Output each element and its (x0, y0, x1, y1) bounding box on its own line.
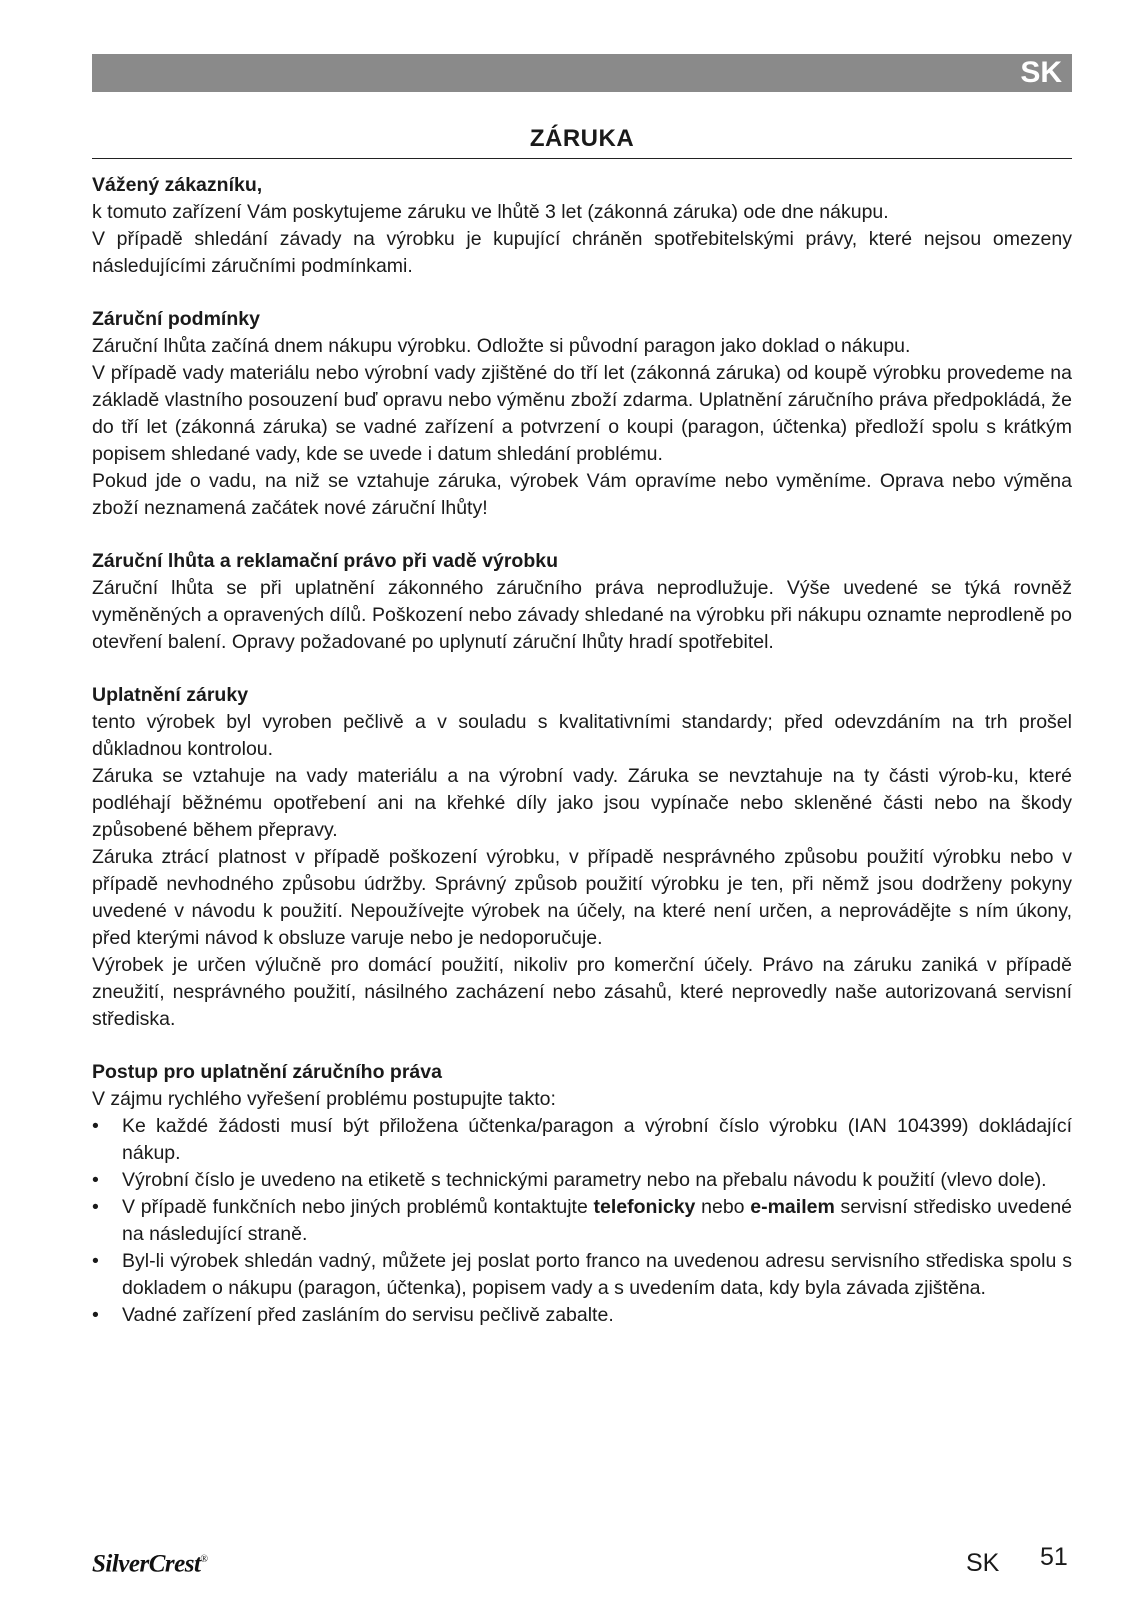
list-item (92, 1167, 1072, 1194)
list-item-text-after: servisní středisko uvedené na následující straně. (122, 1196, 1073, 1245)
registered-mark: ® (200, 1554, 208, 1565)
footer-language: SK (966, 1549, 1000, 1577)
conditions-paragraph-1: Záruční lhůta začíná dnem nákupu výrobku. Odložte si původní paragon jako doklad o nákupu. (92, 335, 911, 357)
procedure-list (92, 1113, 1072, 1329)
salutation: Vážený zákazníku, (92, 174, 263, 196)
list-item (92, 1194, 1072, 1248)
bullet-icon: • (92, 1196, 99, 1218)
claim-paragraph-2: Záruka se vztahuje na vady materiálu a na výrobní vady. Záruka se nevztahuje na ty části výrob-ku, které podléhají běžnému opotřebení ani na křehké díly jako jsou vypínače nebo skleněné části nebo na škody způsobené během přepravy. (92, 765, 1072, 841)
intro-paragraph-2: V případě shledání závady na výrobku je kupující chráněn spotřebitelskými právy, které nejsou omezeny následujícími záručními podmínkami. (92, 228, 1072, 277)
procedure-intro: V zájmu rychlého vyřešení problému postupujte takto: (92, 1088, 556, 1110)
bullet-icon: • (92, 1115, 99, 1137)
language-tag: SK (1020, 56, 1062, 89)
list-item-text: Vadné zařízení před zasláním do servisu pečlivě zabalte. (122, 1304, 614, 1326)
list-item-text: Ke každé žádosti musí být přiložena účtenka/paragon a výrobní číslo výrobku (IAN 104399) dokládající nákup. (122, 1115, 1072, 1164)
intro-paragraph-1: k tomuto zařízení Vám poskytujeme záruku ve lhůtě 3 let (zákonná záruka) ode dne nákupu. (92, 201, 889, 223)
section-heading-claim: Uplatnění záruky (92, 684, 249, 706)
section-heading-procedure: Postup pro uplatnění záručního práva (92, 1061, 442, 1083)
claim-paragraph-4: Výrobek je určen výlučně pro domácí použití, nikoliv pro komerční účely. Právo na záruku zaniká v případě zneužití, nesprávného použití, násilného zacházení nebo zásahů, které neprovedly naše autorizovaná servisní střediska. (92, 954, 1072, 1030)
contact-method-phone: telefonicky (593, 1196, 696, 1218)
bullet-icon: • (92, 1169, 99, 1191)
contact-method-email: e-mailem (750, 1196, 835, 1218)
list-item (92, 1248, 1072, 1302)
list-item-text-before: V případě funkčních nebo jiných problémů kontaktujte (122, 1196, 594, 1218)
list-item-text: Byl-li výrobek shledán vadný, můžete jej poslat porto franco na uvedenou adresu servisního střediska spolu s dokladem o nákupu (paragon, účtenka), popisem vady a s uvedením data, kdy byla závada zjištěna. (122, 1250, 1072, 1299)
title-divider (92, 158, 1072, 159)
period-paragraph-1: Záruční lhůta se při uplatnění zákonného záručního práva neprodlužuje. Výše uvedené se týká rovněž vyměněných a opravených dílů. Poškození nebo závady shledané na výrobku při nákupu oznamte neprodleně po otevření balení. Opravy požadované po uplynutí záruční lhůty hradí spotřebitel. (92, 577, 1072, 653)
conditions-paragraph-2: V případě vady materiálu nebo výrobní vady zjištěné do tří let (zákonná záruka) od koupě výrobku provedeme na základě vlastního posouzení buď opravu nebo výměnu zboží zdarma. Uplatnění záručního práva předpokládá, že do tří let (zákonná záruka) se vadné zařízení a potvrzení o koupi (paragon, účtenka) předloží spolu s krátkým popisem shledané vady, kde se uvede i datum shledání problému. (92, 362, 1072, 465)
section-heading-period: Záruční lhůta a reklamační právo při vadě výrobku (92, 550, 559, 572)
page-number: 51 (1040, 1543, 1068, 1571)
section-heading-conditions: Záruční podmínky (92, 308, 260, 330)
claim-paragraph-3: Záruka ztrácí platnost v případě poškození výrobku, v případě nesprávného způsobu použití výrobku nebo v případě nevhodného způsobu údržby. Správný způsob použití výrobku je ten, při němž jsou dodrženy pokyny uvedené v návodu k použití. Nepoužívejte výrobek na účely, na které není určen, a neprovádějte s ním úkony, před kterými návod k obsluze varuje nebo je nedoporučuje. (92, 846, 1072, 949)
list-item-text-middle: nebo (695, 1196, 751, 1218)
list-item (92, 1302, 1072, 1329)
list-item-text: Výrobní číslo je uvedeno na etiketě s technickými parametry nebo na přebalu návodu k použití (vlevo dole). (122, 1169, 1047, 1191)
list-item (92, 1113, 1072, 1167)
claim-paragraph-1: tento výrobek byl vyroben pečlivě a v souladu s kvalitativními standardy; před odevzdáním na trh prošel důkladnou kontrolou. (92, 711, 1072, 760)
header-bar (92, 54, 1072, 92)
conditions-paragraph-3: Pokud jde o vadu, na niž se vztahuje záruka, výrobek Vám opravíme nebo vyměníme. Oprava nebo výměna zboží neznamená začátek nové záruční lhůty! (92, 470, 1072, 519)
brand-logo-text: SilverCrest (92, 1550, 201, 1578)
bullet-icon: • (92, 1250, 99, 1272)
brand-logo (92, 1545, 208, 1579)
document-body (92, 172, 1072, 1329)
page-title: ZÁRUKA (529, 125, 635, 152)
bullet-icon: • (92, 1304, 99, 1326)
